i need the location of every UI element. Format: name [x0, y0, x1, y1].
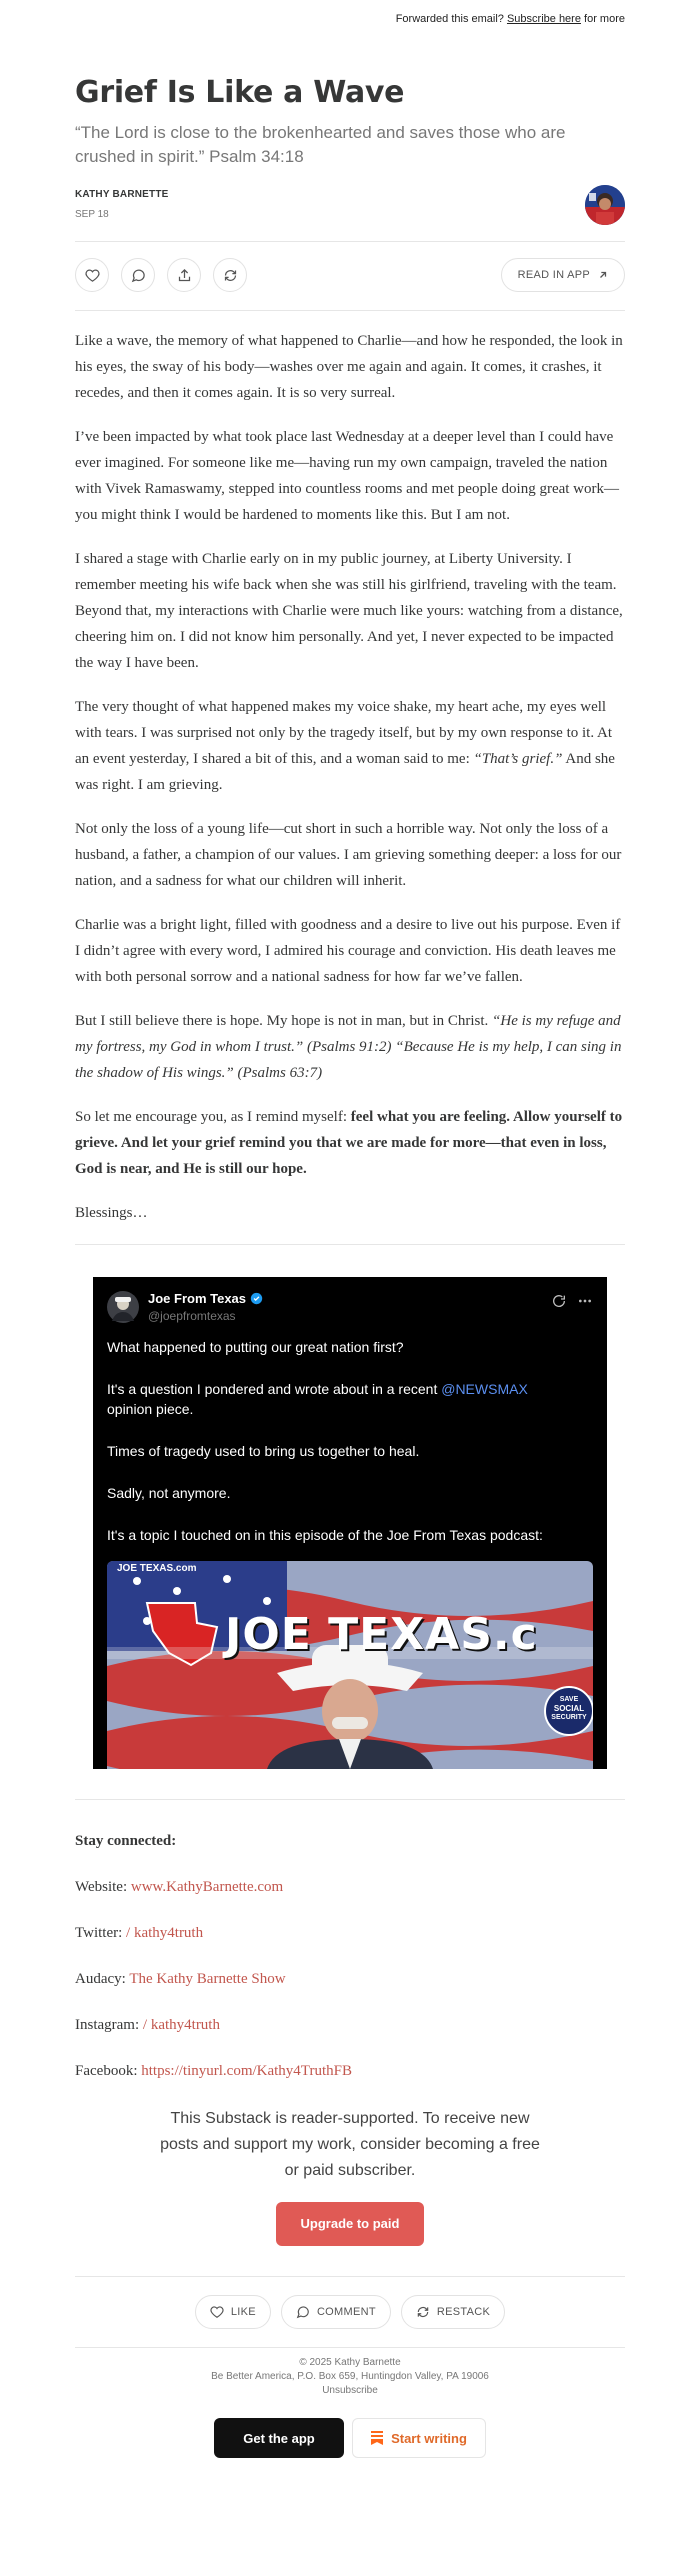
substack-logo-icon	[371, 2431, 383, 2445]
comment-icon	[296, 2305, 310, 2319]
restack-label: RESTACK	[436, 2306, 491, 2318]
scripture-quote: “He is my refuge and my fortress, my God in whom I trust.” (Psalms 91:2) “Because He is my help, I can sing in the shadow of His wings.” (Psalms 63:7)	[75, 1013, 622, 1081]
like-label: LIKE	[230, 2306, 256, 2318]
facebook-link[interactable]: https://tinyurl.com/Kathy4TruthFB	[141, 2063, 352, 2079]
like-button[interactable]	[75, 258, 109, 292]
mailing-address: Be Better America, P.O. Box 659, Huntingdon Valley, PA 19006	[211, 2371, 489, 2382]
start-writing-label: Start writing	[391, 2430, 467, 2446]
tweet-author-name: Joe From Texas	[148, 1291, 247, 1306]
read-in-app-button[interactable]	[501, 258, 625, 292]
verified-icon	[250, 1292, 263, 1305]
forward-suffix: for more	[584, 13, 625, 25]
twitter-link[interactable]: / kathy4truth	[126, 1925, 204, 1941]
badge-line: SOCIAL	[553, 1704, 585, 1713]
post-subtitle: “The Lord is close to the brokenhearted and saves those who are crushed in spirit.” Psalm 34:18	[75, 123, 566, 166]
post-title[interactable]: Grief Is Like a Wave	[75, 75, 405, 110]
website-link[interactable]: www.KathyBarnette.com	[130, 1879, 284, 1895]
heart-icon	[85, 268, 100, 283]
tweet-author[interactable]	[148, 1291, 263, 1306]
post-body	[75, 328, 625, 1226]
instagram-label: Instagram:	[75, 2017, 140, 2033]
twitter-label: Twitter:	[75, 1925, 123, 1941]
footer-comment-button[interactable]	[281, 2295, 391, 2329]
forward-notice	[75, 0, 625, 29]
website-label: Website:	[75, 1879, 128, 1895]
footer-restack-button[interactable]	[401, 2295, 505, 2329]
read-in-app-label: READ IN APP	[517, 269, 590, 281]
cta-row	[75, 2418, 625, 2458]
paragraph: Blessings…	[75, 1205, 148, 1221]
paragraph: Not only the loss of a young life—cut short in such a horrible way. Not only the loss of a husband, a father, a champion of our values. I am grieving something deeper: a loss for our nation, and a sadness for what our children will inherit.	[75, 821, 622, 889]
paragraph-text: And she was right. I am grieving.	[75, 751, 615, 793]
restack-icon	[416, 2305, 430, 2319]
paragraph: I shared a stage with Charlie early on in my public journey, at Liberty University. I remember meeting his wife back when she was still his girlfriend, traveling with the team. Beyond that, my interactions with Charlie were much like yours: watching from a distance, cheering him on. I did not know him personally. And yet, I never expected to be impacted the way I have been.	[75, 551, 623, 671]
paragraph	[75, 694, 625, 798]
newsmax-mention-link[interactable]: @NEWSMAX	[441, 1381, 528, 1397]
watermark-text: JOE TEXAS.com	[117, 1563, 197, 1574]
forward-prefix: Forwarded this email?	[395, 13, 504, 25]
stay-connected-heading-text: Stay connected:	[75, 1833, 177, 1849]
audacy-link[interactable]: The Kathy Barnette Show	[129, 1971, 286, 1987]
tweet-line-text: It's a question I pondered and wrote about in a recent	[107, 1381, 438, 1397]
audacy-label: Audacy:	[75, 1971, 126, 1987]
paragraph-text: The very thought of what happened makes my voice shake, my heart ache, my eyes well with tears. I was surprised not only by the tragedy itself, but by my own response to it. At an event yesterday, I shared a bit of this, and a woman said to me:	[75, 699, 613, 767]
paragraph: Charlie was a bright light, filled with goodness and a desire to live out his purpose. Even if I didn’t agree with every word, I admired his courage and conviction. His death leaves me with both personal sorrow and a national sadness for how far we’ve fallen.	[75, 917, 621, 985]
paragraph-text: So let me encourage you, as I remind myself:	[75, 1109, 348, 1125]
paragraph: Like a wave, the memory of what happened to Charlie—and how he responded, the look in his eyes, the sway of his body—washes over me again and again. It comes, it crashes, it recedes, and then it comes again. It is so very surreal.	[75, 333, 623, 401]
arrow-up-right-icon	[598, 270, 608, 280]
italic-quote: “That’s grief.”	[473, 751, 563, 767]
facebook-label: Facebook:	[75, 2063, 138, 2079]
post-actions	[75, 242, 625, 310]
tweet-line	[107, 1379, 593, 1419]
heart-icon	[210, 2305, 224, 2319]
subscribe-link[interactable]: Subscribe here	[506, 13, 581, 25]
tweet-text	[107, 1337, 593, 1567]
comment-label: COMMENT	[316, 2306, 376, 2318]
share-button[interactable]	[167, 258, 201, 292]
get-the-app-button[interactable]: Get the app	[214, 2418, 344, 2458]
email-container	[75, 0, 625, 2458]
facebook-row	[75, 2060, 625, 2082]
byline	[75, 185, 625, 233]
start-writing-button[interactable]	[352, 2418, 486, 2458]
tweet-line: What happened to putting our great nation first?	[107, 1339, 404, 1355]
twitter-row	[75, 1922, 625, 1944]
tweet-line: Sadly, not anymore.	[107, 1485, 231, 1501]
refresh-icon[interactable]	[551, 1293, 567, 1309]
audacy-row	[75, 1968, 625, 1990]
tweet-line: It's a topic I touched on in this episode of the Joe From Texas podcast:	[107, 1527, 543, 1543]
footer-like-button[interactable]	[195, 2295, 271, 2329]
more-icon[interactable]	[577, 1293, 593, 1309]
badge-line: SECURITY	[551, 1714, 587, 1721]
banner-text: JOE TEXAS.c	[225, 1609, 538, 1660]
paragraph: I’ve been impacted by what took place last Wednesday at a deeper level than I could have ever imagined. For someone like me—having run my own campaign, traveled the nation with Vivek Ramaswamy, stepped into countless rooms and met people doing great work—you might think I would be hardened to moments like this. But I am not.	[75, 429, 619, 523]
instagram-link[interactable]: / kathy4truth	[142, 2017, 220, 2033]
bold-encouragement: feel what you are feeling. Allow yourself to grieve. And let your grief remind you that we are made for more—that even in loss, God is near, and He is still our hope.	[75, 1109, 623, 1177]
tweet-video-thumbnail[interactable]	[107, 1561, 593, 1769]
footer	[75, 2356, 625, 2398]
copyright: © 2025 Kathy Barnette	[299, 2357, 401, 2368]
support-text: This Substack is reader-supported. To receive new posts and support my work, consider becoming a free or paid subscriber.	[160, 2110, 540, 2179]
post-date: SEP 18	[75, 209, 109, 220]
stay-connected-section	[75, 1830, 625, 2082]
paragraph	[75, 1008, 625, 1086]
comment-icon	[131, 268, 146, 283]
upgrade-to-paid-button[interactable]: Upgrade to paid	[276, 2202, 424, 2246]
tweet-line: Times of tragedy used to bring us together to heal.	[107, 1443, 420, 1459]
badge-line: SAVE	[559, 1696, 579, 1703]
author-avatar[interactable]	[585, 185, 625, 225]
unsubscribe-link[interactable]: Unsubscribe	[322, 2385, 378, 2396]
divider	[75, 310, 625, 311]
share-icon	[177, 268, 192, 283]
embedded-tweet[interactable]	[93, 1277, 607, 1769]
stay-connected-heading	[75, 1830, 625, 1852]
paragraph	[75, 1104, 625, 1182]
instagram-row	[75, 2014, 625, 2036]
restack-icon	[223, 268, 238, 283]
website-row	[75, 1876, 625, 1898]
social-security-badge	[545, 1695, 593, 1722]
divider	[75, 2347, 625, 2348]
author-name[interactable]: KATHY BARNETTE	[75, 189, 169, 200]
comment-button[interactable]	[121, 258, 155, 292]
footer-actions	[75, 2277, 625, 2329]
tweet-avatar[interactable]	[107, 1291, 139, 1323]
paragraph-text: But I still believe there is hope. My hope is not in man, but in Christ.	[75, 1013, 489, 1029]
tweet-handle[interactable]: @joepfromtexas	[148, 1309, 236, 1323]
tweet-line-text: opinion piece.	[107, 1401, 194, 1417]
restack-button[interactable]	[213, 258, 247, 292]
